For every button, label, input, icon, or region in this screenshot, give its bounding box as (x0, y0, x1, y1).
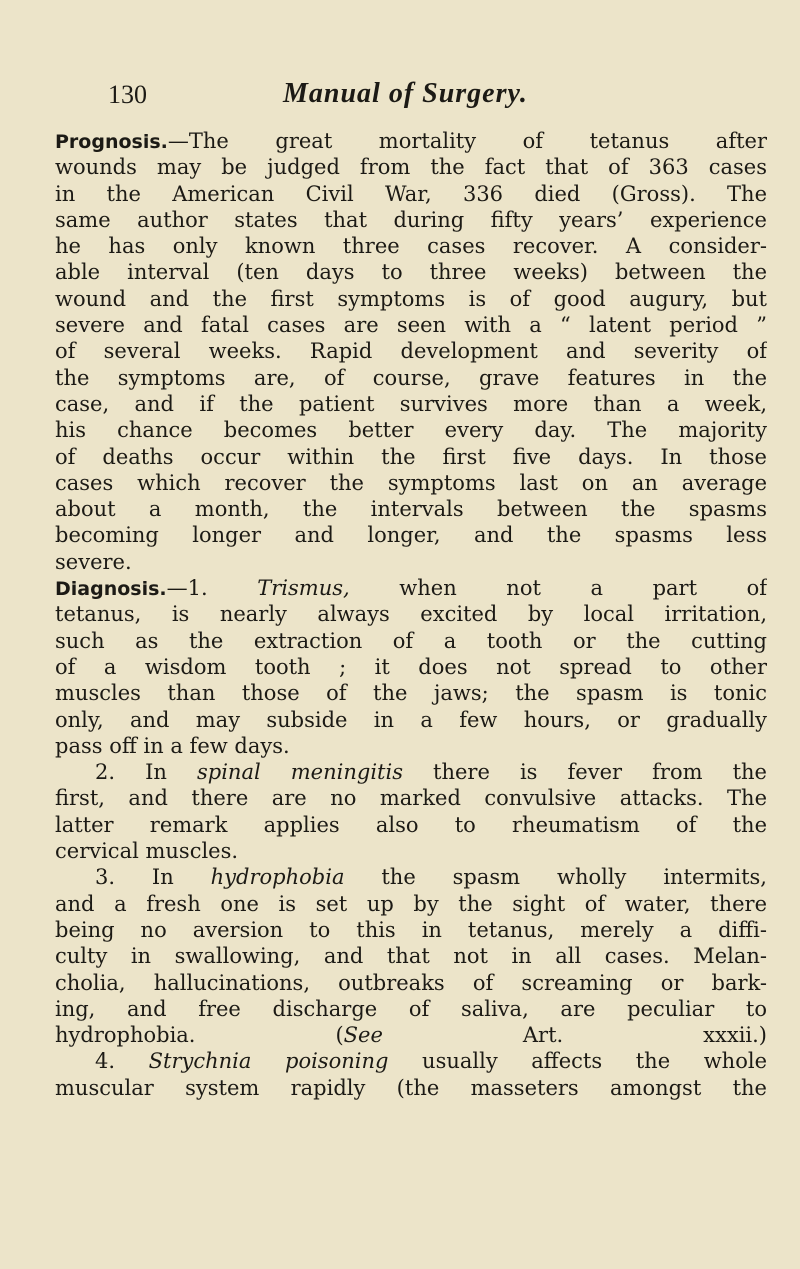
running-title: Manual of Surgery. (283, 78, 528, 109)
text-line (55, 812, 767, 838)
text-line (55, 891, 767, 917)
line-text: cervical muscles. (55, 839, 239, 864)
text-line (55, 601, 767, 627)
italic-term: Trismus, (257, 576, 350, 601)
line-text: of several weeks. Rapid development and severity of (55, 339, 767, 364)
section-heading: Prognosis. (55, 131, 168, 153)
line-text: culty in swallowing, and that not in all cases. Melan- (55, 944, 767, 969)
line-text: 4. (95, 1049, 149, 1074)
text-line (55, 338, 767, 364)
section-heading: Diagnosis. (55, 578, 167, 601)
text-line (55, 917, 767, 943)
text-line (55, 496, 767, 522)
text-line (55, 470, 767, 496)
line-text: only, and may subside in a few hours, or gradually (55, 707, 767, 732)
line-text: of deaths occur within the first five days. In those (55, 444, 767, 469)
text-line (55, 785, 767, 811)
line-text: same author states that during fifty years’ experience (55, 207, 767, 232)
page-number: 130 (108, 80, 147, 109)
line-text: he has only known three cases recover. A consider- (55, 234, 767, 259)
text-line (55, 128, 767, 154)
text-line (55, 181, 767, 207)
text-line (55, 417, 767, 443)
page-header (108, 78, 688, 118)
text-line (55, 154, 767, 180)
line-text: severe. (55, 549, 132, 574)
line-text: latter remark applies also to rheumatism of the (55, 812, 767, 837)
text-line (55, 970, 767, 996)
line-text: ing, and free discharge of saliva, are peculiar to (55, 996, 767, 1021)
text-line (55, 286, 767, 312)
line-text: cases which recover the symptoms last on an average (55, 470, 767, 495)
text-line (55, 1048, 767, 1074)
line-text: severe and fatal cases are seen with a “ latent period ” (55, 313, 767, 338)
line-text: in the American Civil War, 336 died (Gross). The (55, 181, 767, 206)
line-text: first, and there are no marked convulsive attacks. The (55, 786, 767, 811)
body-text (55, 128, 767, 1101)
line-text: wounds may be judged from the fact that of 363 cases (55, 155, 767, 180)
line-text: cholia, hallucinations, outbreaks of screaming or bark- (55, 970, 767, 995)
line-text: 2. In (95, 760, 197, 785)
text-line (55, 996, 767, 1022)
line-text: and a fresh one is set up by the sight of water, there (55, 891, 767, 916)
italic-term: Strychnia poisoning (148, 1049, 389, 1074)
text-line (55, 707, 767, 733)
line-text-continued: the spasm wholly intermits, (344, 865, 767, 890)
text-line (55, 444, 767, 470)
line-text: pass off in a few days. (55, 733, 290, 758)
line-text: such as the extraction of a tooth or the cutting (55, 628, 767, 653)
italic-term: spinal meningitis (197, 760, 403, 785)
line-text: case, and if the patient survives more than a week, (55, 391, 767, 416)
line-text: —The great mortality of tetanus after (167, 129, 767, 153)
italic-term: See (343, 1023, 383, 1048)
line-text: wound and the first symptoms is of good augury, but (55, 286, 767, 311)
text-line (55, 864, 767, 890)
text-line (55, 680, 767, 706)
line-text-continued: Art. xxxii.) (382, 1023, 767, 1048)
line-text: —1. (166, 576, 258, 601)
italic-term: hydrophobia (210, 865, 345, 890)
text-line (55, 549, 767, 575)
text-line (55, 1075, 767, 1101)
text-line (55, 943, 767, 969)
line-text: hydrophobia. ( (55, 1023, 344, 1048)
text-line (55, 391, 767, 417)
line-text: muscular system rapidly (the masseters amongst the (55, 1075, 767, 1100)
text-line (55, 259, 767, 285)
line-text: able interval (ten days to three weeks) between the (55, 260, 767, 285)
text-line (55, 522, 767, 548)
line-text-continued: there is fever from the (402, 760, 767, 785)
text-line (55, 654, 767, 680)
line-text: 3. In (95, 865, 211, 890)
text-line (55, 628, 767, 654)
text-line (55, 575, 767, 601)
text-line (55, 733, 767, 759)
text-line (55, 759, 767, 785)
text-line (55, 1022, 767, 1048)
text-line (55, 207, 767, 233)
line-text: muscles than those of the jaws; the spasm is tonic (55, 681, 767, 706)
line-text: of a wisdom tooth ; it does not spread to other (55, 654, 767, 679)
line-text: being no aversion to this in tetanus, merely a diffi- (55, 917, 767, 942)
line-text: becoming longer and longer, and the spasms less (55, 523, 767, 548)
line-text: the symptoms are, of course, grave features in the (55, 365, 767, 390)
line-text: his chance becomes better every day. The majority (55, 418, 767, 443)
text-line (55, 365, 767, 391)
line-text: tetanus, is nearly always excited by local irritation, (55, 602, 767, 627)
text-line (55, 838, 767, 864)
text-line (55, 312, 767, 338)
text-line (55, 233, 767, 259)
line-text-continued: when not a part of (349, 576, 767, 601)
line-text: about a month, the intervals between the spasms (55, 497, 767, 522)
line-text-continued: usually affects the whole (388, 1049, 767, 1074)
